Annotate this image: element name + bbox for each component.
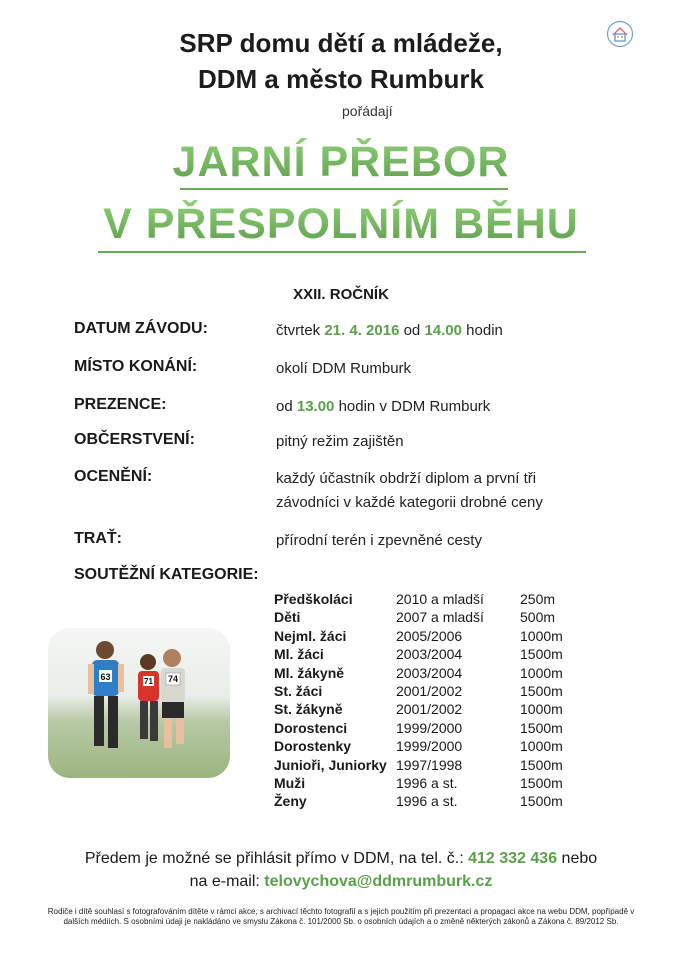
category-name: Nejml. žáci [274,627,347,644]
awards-value-line-1: každý účastník obdrží diplom a první tři [276,470,537,487]
category-name: Ml. žákyně [274,664,345,681]
bib-3: 74 [167,674,179,684]
phone-number[interactable]: 412 332 436 [468,850,558,867]
category-row [274,591,594,609]
category-distance: 1000m [520,701,563,718]
date-highlight: 21. 4. 2016 [324,322,400,339]
contact-line-1 [0,848,682,870]
category-row [274,775,594,793]
category-name: Ml. žáci [274,646,324,663]
contact-suffix: nebo [557,850,598,867]
edition-label: XXII. ROČNÍK [293,286,389,303]
bib-2: 71 [144,677,153,686]
category-distance: 1500m [520,774,563,791]
category-years: 2003/2004 [396,646,463,663]
time-highlight: 14.00 [424,322,462,339]
category-years: 2001/2002 [396,682,463,699]
category-distance: 1500m [520,682,563,699]
category-name: Dorostenky [274,738,352,755]
category-years: 2007 a mladší [396,609,484,626]
contact-prefix: Předem je možné se přihlásit přímo v DDM, na tel. č.: [84,850,469,867]
organizer-line-1: SRP domu dětí a mládeže, [179,28,503,58]
runners-illustration [48,628,230,778]
date-label: DATUM ZÁVODU: [74,320,208,337]
category-years: 2003/2004 [396,664,463,681]
category-row [274,628,594,646]
category-distance: 1500m [520,646,563,663]
refreshment-value: pitný režim zajištěn [276,433,404,450]
category-years: 2005/2006 [396,627,463,644]
title-underline-2 [98,251,586,253]
category-row [274,757,594,775]
category-row [274,738,594,756]
category-row [274,701,594,719]
category-distance: 500m [520,609,556,626]
category-name: St. žákyně [274,701,343,718]
consent-footer: Rodiče i dítě souhlasí s fotografováním dítěte v rámci akce, s archivací těchto fotografií a s jejich použitím při prezentaci a propagaci akce na webu DDM, popřípadě v dalších médiích. S osobními údaji je nakládáno ve smyslu Zákona č. 101/2000 Sb. o osobních údajích a o změně některých zákonů a Zákona č. 89/2012 Sb. [47,907,635,926]
registration-prefix: od [276,398,297,415]
category-row [274,646,594,664]
category-name: Dorostenci [274,719,348,736]
category-distance: 1000m [520,664,563,681]
event-title-line-2: V PŘESPOLNÍM BĚHU [0,200,682,249]
category-years: 2001/2002 [396,701,463,718]
place-label: MÍSTO KONÁNÍ: [74,358,198,375]
category-row [274,793,594,811]
awards-value-line-2: závodníci v každé kategorii drobné ceny [276,494,543,511]
categories-table [274,591,594,812]
category-row [274,665,594,683]
category-row [274,683,594,701]
registration-value [276,396,490,418]
email-prefix: na e-mail: [189,873,265,890]
registration-time: 13.00 [296,398,335,415]
category-name: St. žáci [274,682,323,699]
categories-label: SOUTĚŽNÍ KATEGORIE: [74,566,259,583]
category-years: 1997/1998 [396,756,463,773]
registration-label: PREZENCE: [74,396,167,413]
track-label: TRAŤ: [74,530,122,547]
category-distance: 1500m [520,719,563,736]
date-value [276,320,503,342]
category-name: Děti [274,609,301,626]
category-distance: 1500m [520,793,563,810]
category-row [274,720,594,738]
category-row [274,609,594,627]
contact-line-2 [0,871,682,893]
category-name: Ženy [274,793,307,810]
category-years: 1999/2000 [396,738,463,755]
category-years: 1996 a st. [396,793,458,810]
email-link[interactable]: telovychova@ddmrumburk.cz [264,873,493,890]
date-prefix: čtvrtek [276,322,325,339]
organizer-line-2: DDM a město Rumburk [197,64,485,94]
runners-photo [48,628,230,778]
category-distance: 250m [520,591,556,607]
event-title-line-1: JARNÍ PŘEBOR [0,138,682,187]
category-years: 2010 a mladší [396,591,484,607]
category-name: Junioři, Juniorky [274,756,387,773]
category-distance: 1500m [520,756,563,773]
category-distance: 1000m [520,627,563,644]
place-value: okolí DDM Rumburk [276,360,412,377]
bib-1: 63 [100,672,111,682]
title-underline [180,188,508,190]
date-suffix: hodin [462,322,503,339]
registration-suffix: hodin v DDM Rumburk [334,398,491,415]
date-middle: od [399,322,425,339]
category-years: 1996 a st. [396,774,458,791]
category-name: Muži [274,774,306,791]
category-name: Předškoláci [274,591,353,607]
refreshment-label: OBČERSTVENÍ: [74,431,195,448]
category-years: 1999/2000 [396,719,463,736]
track-value: přírodní terén i zpevněné cesty [276,532,482,549]
awards-label: OCENĚNÍ: [74,468,153,485]
category-distance: 1000m [520,738,563,755]
subline: pořádají [342,103,393,119]
